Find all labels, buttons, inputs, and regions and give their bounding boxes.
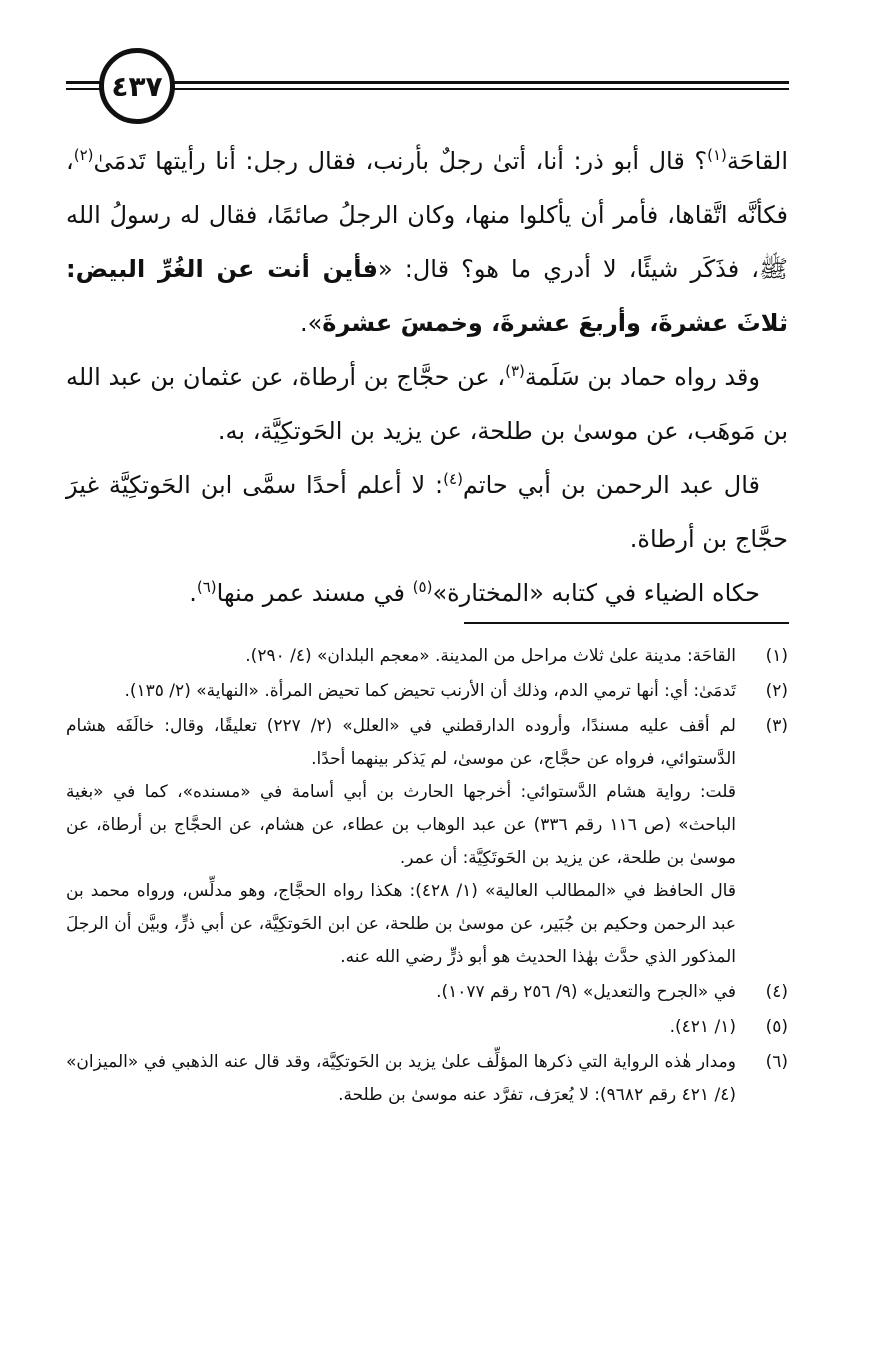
footnote (66, 1011, 788, 1044)
footnote-line: (١/ ٤٢١). (669, 1017, 736, 1037)
footnote-line: لم أقف عليه مسندًا، وأروده الدارقطني في «العلل» (٢/ ٢٢٧) تعليقًا، وقال: خالَفَه هشام الدَّستوائي، فرواه عن حجَّاج، عن موسىٰ، لم يَذكر بينهما أحدًا. (66, 716, 736, 769)
footnote-number: (١) (765, 646, 788, 666)
footnote-separator (464, 622, 789, 624)
footnote-ref[interactable]: (٦) (196, 578, 217, 596)
main-text (66, 134, 788, 620)
footnote-number: (٤) (765, 982, 788, 1002)
footnote-line: تَدمَىٰ: أي: أنها ترمي الدم، وذلك أن الأرنب تحيض كما تحيض المرأة. «النهاية» (٢/ ١٣٥). (124, 681, 736, 701)
paragraph-3 (66, 458, 788, 566)
text-run: : لا أعلم أحدًا سمَّى ابن الحَوتكِيَّة غيرَ حجَّاج بن أرطاة. (66, 471, 788, 553)
footnote-body (66, 976, 736, 1009)
footnote (66, 976, 788, 1009)
footnote-line: في «الجرح والتعديل» (٩/ ٢٥٦ رقم ١٠٧٧). (436, 982, 736, 1002)
footnote-body (66, 675, 736, 708)
text-run: . (189, 579, 197, 607)
hadith-quote: فأين أنت عن الغُرِّ البيض: ثلاثَ عشرةَ، وأربعَ عشرةَ، وخمسَ عشرةَ (66, 255, 788, 337)
footnote-body (66, 640, 736, 673)
footnote-line: قلت: رواية هشام الدَّستوائي: أخرجها الحارث بن أبي أسامة في «مسنده»، كما في «بغية الباحث» (ص ١١٦ رقم ٣٣٦) عن عبد الوهاب بن عطاء، عن هشام، عن الحجَّاج بن أرطاة، عن موسىٰ بن طلحة، عن يزيد بن الحَوتَكِيَّة: أن عمر. (66, 782, 736, 868)
footnote (66, 640, 788, 673)
text-run: في مسند عمر منها (216, 579, 413, 607)
footnote-ref[interactable]: (١) (707, 146, 727, 164)
footnote-number: (٣) (765, 716, 788, 736)
footnote-body (66, 710, 736, 974)
footnote-line: قال الحافظ في «المطالب العالية» (١/ ٤٢٨): هكذا رواه الحجَّاج، وهو مدلِّس، ورواه محمد بن عبد الرحمن وحكيم بن جُبَير، عن موسىٰ بن طلحة، عن ابن الحَوتكِيَّة، عن أبي ذرٍّ، وبيَّن أن الرجلَ المذكور الذي حدَّث بهٰذا الحديث هو أبو ذرٍّ رضي الله عنه. (66, 881, 736, 967)
footnote (66, 675, 788, 708)
text-run: قال عبد الرحمن بن أبي حاتم (462, 471, 760, 499)
paragraph-4 (66, 566, 788, 620)
footnote-number: (٦) (765, 1052, 788, 1072)
text-run: ، عن حجَّاج بن أرطاة، عن عثمان بن عبد الله بن مَوهَب، عن موسىٰ بن طلحة، عن يزيد بن الحَوتكِيَّة، به. (66, 363, 788, 445)
text-run: حكاه الضياء في كتابه «المختارة» (432, 579, 760, 607)
footnote-ref[interactable]: (٥) (412, 578, 433, 596)
footnote-line: القاحَة: مدينة علىٰ ثلاث مراحل من المدينة. «معجم البلدان» (٤/ ٢٩٠). (245, 646, 736, 666)
footnote-ref[interactable]: (٣) (505, 362, 525, 380)
footnote-ref[interactable]: (٤) (443, 470, 463, 488)
text-run: ، فكأنَّه اتَّقاها، فأمر أن يأكلوا منها، وكان الرجلُ صائمًا، فقال له رسولُ الله ﷺ، فذَكَر شيئًا، لا أدري ما هو؟ قال: « (66, 147, 789, 283)
text-run: وقد رواه حماد بن سَلَمة (524, 363, 760, 391)
paragraph-1 (66, 134, 788, 350)
text-run: ». (299, 309, 323, 337)
footnote (66, 1046, 788, 1112)
footnote-line: ومدار هٰذه الرواية التي ذكرها المؤلِّف علىٰ يزيد بن الحَوتكِيَّة، وقد قال عنه الذهبي في «الميزان» (٤/ ٤٢١ رقم ٩٦٨٢): لا يُعرَف، تفرَّد عنه موسىٰ بن طلحة. (66, 1052, 736, 1105)
page-number-badge (99, 48, 175, 124)
paragraph-2 (66, 350, 788, 458)
footnote-body (66, 1011, 736, 1044)
text-run: القاحَة (726, 147, 788, 175)
footnote-number: (٢) (765, 681, 788, 701)
footnote (66, 710, 788, 974)
footnote-body (66, 1046, 736, 1112)
footnotes (66, 640, 788, 1114)
page-header (0, 48, 873, 140)
text-run: ؟ قال أبو ذر: أنا، أتىٰ رجلٌ بأرنب، فقال رجل: أنا رأيتها تَدمَىٰ (93, 147, 708, 175)
page-number: ٤٣٧ (111, 69, 163, 103)
footnote-ref[interactable]: (٢) (73, 146, 94, 164)
footnote-number: (٥) (765, 1017, 788, 1037)
